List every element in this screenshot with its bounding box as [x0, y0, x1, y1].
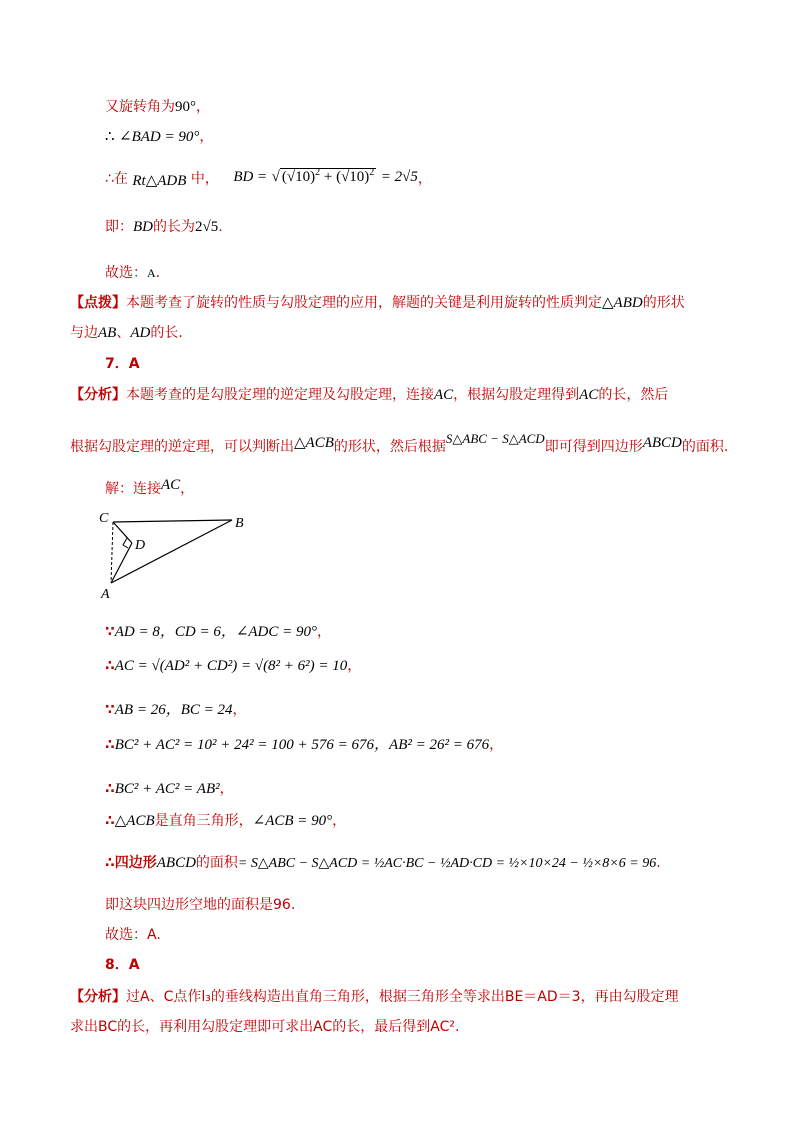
tag: 【点拨】: [70, 295, 126, 311]
line-answer-7: 故选：A.: [105, 927, 161, 943]
area-expr: S△ABC − S△ACD: [445, 431, 545, 446]
edge-ab: [111, 520, 232, 583]
punct: ，: [180, 481, 195, 497]
punct: .: [155, 265, 161, 281]
label-a: A: [101, 587, 110, 602]
text: 的长为: [153, 219, 195, 235]
therefore-symbol: ∴: [105, 813, 115, 829]
quad: ABCD: [156, 855, 196, 871]
because-symbol: ∵: [105, 702, 115, 718]
tag: 【分析】: [70, 387, 126, 403]
line-rotation-angle: [105, 96, 210, 116]
line-right-triangle: [105, 810, 346, 830]
expr-right: = 2√5: [380, 169, 418, 185]
line-bd-calc: [105, 160, 432, 196]
expr: AD = 8，CD = 6，∠ADC = 90°: [114, 624, 318, 640]
expr: BC² + AC² = AB²: [114, 781, 220, 797]
diagonal-ac: [111, 522, 113, 583]
text: 的形状: [642, 295, 685, 311]
line-answer-6: [105, 262, 160, 282]
line-converse: [105, 778, 234, 798]
sqrt-expr: √ $(√10)^2 + (√10)^2$: [271, 167, 375, 185]
line-given-1: [105, 620, 331, 641]
label-b: B: [235, 516, 244, 531]
line-bd-length: [105, 216, 223, 236]
text: 又旋转角为: [105, 99, 175, 115]
edge-cb: [113, 520, 232, 522]
quadrilateral-figure: [95, 505, 255, 605]
line-analysis-8-2: 求出BC的长，再利用勾股定理即可求出AC的长，最后得到AC².: [70, 1019, 460, 1035]
punct: ，: [232, 702, 247, 718]
var-ac: AC: [434, 387, 454, 403]
punct: ，: [317, 624, 332, 640]
therefore-symbol: ∴: [105, 737, 115, 753]
punct: ，: [332, 813, 347, 829]
line-analysis-2: [70, 431, 729, 456]
var-ac: AC: [579, 387, 599, 403]
text: 解：连接: [105, 481, 161, 497]
text: 的面积.: [681, 439, 729, 455]
punct: ，: [219, 781, 234, 797]
label-d: D: [135, 538, 146, 553]
text: ∴在: [105, 171, 128, 187]
question-8-header: 8．A: [105, 957, 140, 973]
right-angle-mark: [123, 538, 128, 548]
text: 中，: [190, 171, 219, 187]
text: 的面积: [195, 855, 238, 871]
punct: ，: [417, 171, 432, 187]
therefore-symbol: ∴: [105, 658, 115, 674]
tag: 【分析】: [70, 989, 126, 1005]
line-area-calc: [105, 852, 661, 872]
line-hint-1: [70, 292, 685, 312]
expr: AB = 26，BC = 24: [114, 702, 233, 718]
text: 与边: [70, 325, 98, 341]
text: 本题考查了旋转的性质与勾股定理的应用，解题的关键是利用旋转的性质判定: [126, 295, 602, 311]
text: ，根据勾股定理得到: [453, 387, 580, 403]
line-square-sum: [105, 733, 503, 754]
var-ab: AB: [98, 325, 117, 341]
punct: ，: [489, 737, 504, 753]
line-given-2: [105, 698, 247, 719]
line-hint-2: [70, 322, 183, 342]
expr: ∠BAD = 90°: [119, 129, 200, 145]
option: A: [147, 266, 156, 280]
text: 根据勾股定理的逆定理，可以判断出: [70, 439, 294, 455]
text: 本题考查的是勾股定理的逆定理及勾股定理，连接: [126, 387, 434, 403]
line-analysis-1: [70, 384, 668, 404]
label-c: C: [99, 511, 109, 526]
value: 2√5: [195, 219, 219, 235]
line-angle-bad: [105, 126, 213, 146]
expr-left: BD =: [233, 169, 268, 185]
text: 的长.: [150, 325, 183, 341]
var-ac: AC: [161, 477, 181, 493]
expr: ∠ACB = 90°: [252, 813, 333, 829]
question-7-header: 7．A: [105, 356, 140, 372]
text: ∴四边形: [105, 855, 157, 871]
therefore-symbol: ∴: [105, 129, 115, 145]
text: 故选：: [105, 265, 147, 281]
expr: AC = √(AD² + CD²) = √(8² + 6²) = 10: [114, 658, 348, 674]
edge-cd: [113, 522, 132, 543]
expr: = S△ABC − S△ACD = ½AC·BC − ½AD·CD = ½×10×24 − ½×8×6 = 96: [237, 856, 657, 871]
line-analysis-8-1: [70, 986, 679, 1006]
text: 的长，然后: [598, 387, 669, 403]
punct: .: [218, 219, 223, 235]
text: 、: [116, 325, 131, 341]
line-conclusion: 即这块四边形空地的面积是96.: [105, 897, 296, 913]
text: 过A、C点作l₃的垂线构造出直角三角形，根据三角形全等求出BE＝AD＝3，再由勾股定理: [126, 989, 679, 1005]
var-ad: AD: [130, 325, 151, 341]
punct: ，: [196, 99, 210, 115]
text: 即：: [105, 219, 133, 235]
quad: ABCD: [642, 435, 682, 451]
value: 90°: [175, 99, 196, 115]
therefore-symbol: ∴: [105, 781, 115, 797]
line-ac-calc: [105, 655, 361, 675]
triangle: △ACB: [294, 435, 334, 451]
line-solution-start: [105, 478, 194, 498]
triangle: △ABD: [602, 295, 643, 311]
because-symbol: ∵: [105, 624, 115, 640]
text: 即可得到四边形: [544, 439, 643, 455]
expr: BC² + AC² = 10² + 24² = 100 + 576 = 676，AB² = 26² = 676: [114, 737, 490, 753]
triangle: △ACB: [114, 813, 155, 829]
punct: ，: [199, 129, 214, 145]
text: 是直角三角形，: [154, 813, 253, 829]
punct: .: [656, 855, 661, 871]
rt-triangle: Rt△ADB: [132, 173, 187, 189]
var-bd: BD: [133, 219, 153, 235]
text: 的形状，然后根据: [333, 439, 446, 455]
punct: ，: [347, 658, 362, 674]
